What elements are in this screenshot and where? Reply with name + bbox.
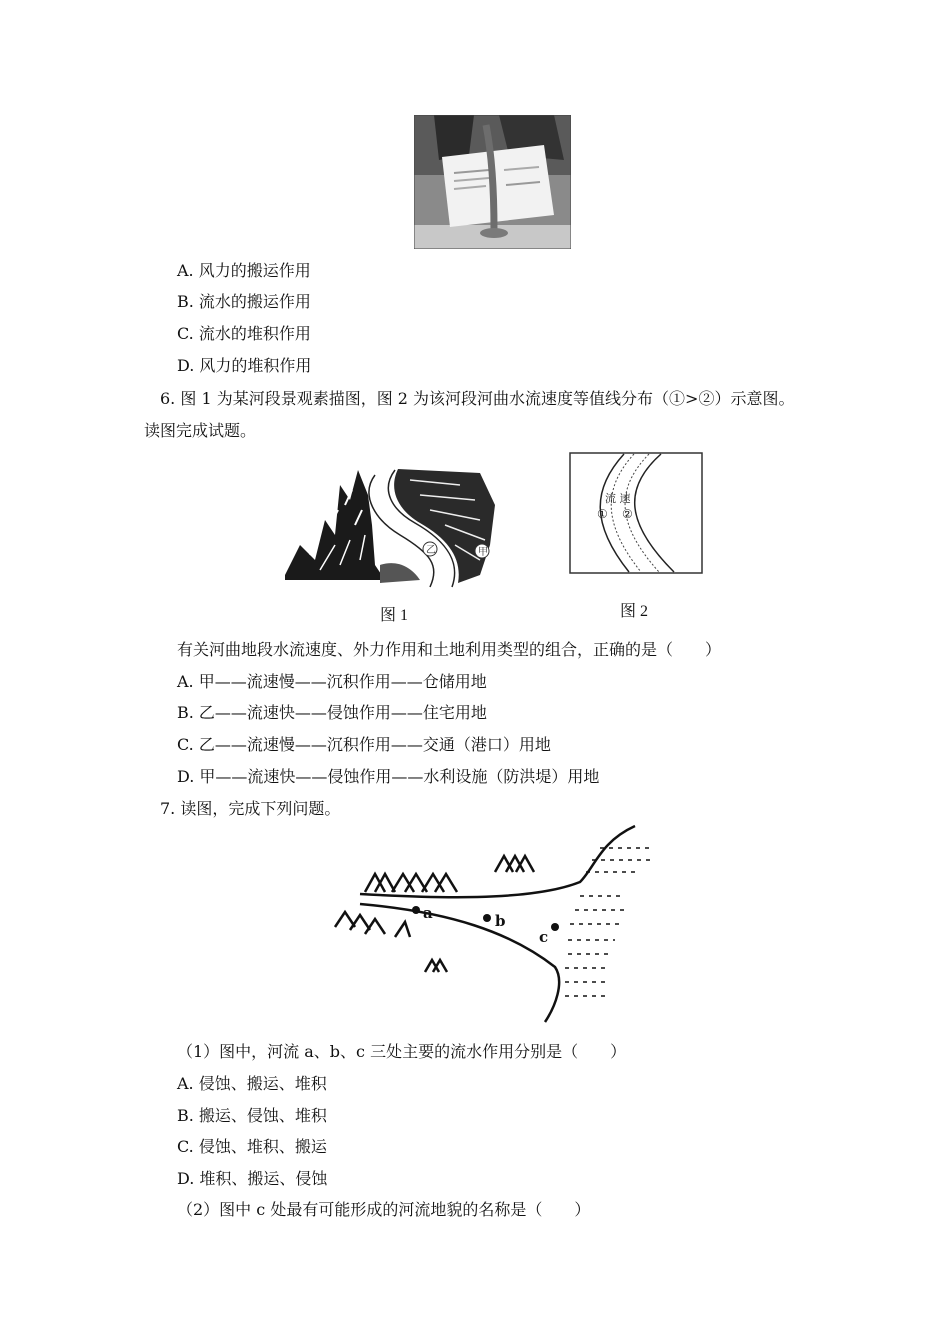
q7-sub1: （1）图中，河流 a、b、c 三处主要的流水作用分别是（ ） (177, 1042, 627, 1061)
q6-option-b: B. 乙——流速快——侵蚀作用——住宅用地 (177, 703, 487, 722)
q7-sub1-option-c: C. 侵蚀、堆积、搬运 (177, 1137, 327, 1156)
q6-option-d: D. 甲——流速快——侵蚀作用——水利设施（防洪堤）用地 (177, 767, 600, 786)
q6-option-a: A. 甲——流速慢——沉积作用——仓储用地 (177, 672, 487, 691)
q6-option-c: C. 乙——流速慢——沉积作用——交通（港口）用地 (177, 735, 551, 754)
map-label-b: b (495, 912, 506, 930)
figure-2-iso1: ① (597, 507, 608, 521)
q5-option-d: D. 风力的堆积作用 (177, 356, 312, 375)
river-map-figure (330, 822, 660, 1027)
q7-sub1-option-b: B. 搬运、侵蚀、堆积 (177, 1106, 327, 1125)
figure-1-caption: 图 1 (380, 607, 409, 624)
q6-question: 有关河曲地段水流速度、外力作用和土地利用类型的组合，正确的是（ ） (177, 640, 722, 659)
q5-option-b: B. 流水的搬运作用 (177, 292, 311, 311)
q5-option-a: A. 风力的搬运作用 (177, 261, 311, 280)
q7-stem: 7. 读图，完成下列问题。 (160, 799, 341, 818)
figure-1-label-jia: 甲 (478, 547, 488, 558)
q7-sub1-option-d: D. 堆积、搬运、侵蚀 (177, 1169, 328, 1188)
figure-2-iso2: ② (622, 507, 633, 521)
q7-sub2: （2）图中 c 处最有可能形成的河流地貌的名称是（ ） (177, 1200, 591, 1219)
q6-stem-line2: 读图完成试题。 (144, 421, 257, 440)
q7-sub1-option-a: A. 侵蚀、搬运、堆积 (177, 1074, 327, 1093)
figure-2-title: 流 速 (605, 492, 631, 505)
map-label-a: a (423, 904, 433, 922)
q6-stem-line1: 6. 图 1 为某河段景观素描图，图 2 为该河段河曲水流速度等值线分布（①>②）示意图。 (160, 389, 795, 408)
figure-2-velocity-isolines (569, 452, 703, 574)
q5-option-c: C. 流水的堆积作用 (177, 324, 311, 343)
map-label-c: c (539, 928, 549, 946)
figure-1-river-sketch (280, 465, 500, 590)
figure-2-caption: 图 2 (620, 603, 649, 620)
figure-1-label-yi: 乙 (426, 545, 436, 556)
sand-experiment-photo (414, 115, 571, 249)
